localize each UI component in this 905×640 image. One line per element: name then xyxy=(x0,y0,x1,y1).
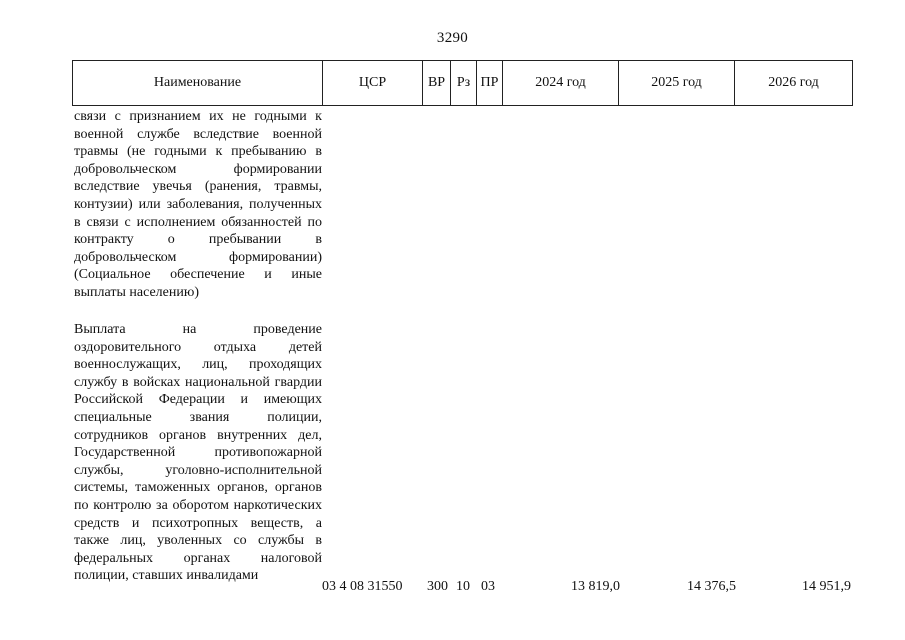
header-csr: ЦСР xyxy=(323,61,423,106)
row-rz: 10 xyxy=(456,579,470,594)
row-amount-2025: 14 376,5 xyxy=(687,579,736,594)
row-vr: 300 xyxy=(427,579,448,594)
header-rz: Рз xyxy=(451,61,477,106)
row-amount-2024: 13 819,0 xyxy=(571,579,620,594)
header-year-2025: 2025 год xyxy=(619,61,735,106)
row-pr: 03 xyxy=(481,579,495,594)
row-csr: 03 4 08 31550 xyxy=(322,579,403,594)
header-year-2026: 2026 год xyxy=(735,61,853,106)
header-pr: ПР xyxy=(477,61,503,106)
header-year-2024: 2024 год xyxy=(503,61,619,106)
row-amount-2026: 14 951,9 xyxy=(802,579,851,594)
header-vr: ВР xyxy=(423,61,451,106)
page-number: 3290 xyxy=(436,30,469,46)
item-description-continued: связи с признанием их не годными к военной службе вследствие военной травмы (не годными к пребыванию в добровольческом формировании вследствие увечья (ранения, травмы, контузии) или заболевания, полученных в связи с исполнением обязанностей по контракту о пребывании в добровольческом формировании) (Социальное обеспечение и иные выплаты населению) xyxy=(74,109,322,300)
budget-table-header xyxy=(72,60,853,106)
header-name: Наименование xyxy=(73,61,323,106)
item-description: Выплата на проведение оздоровительного отдыха детей военнослужащих, лиц, проходящих службу в войсках национальной гвардии Российской Федерации и имеющих специальные звания полиции, сотрудников органов внутренних дел, Государственной противопожарной службы, уголовно-исполнительной системы, таможенных органов, органов по контролю за оборотом наркотических средств и психотропных веществ, а также лиц, уволенных со службы в федеральных органах налоговой полиции, ставших инвалидами xyxy=(74,322,322,584)
